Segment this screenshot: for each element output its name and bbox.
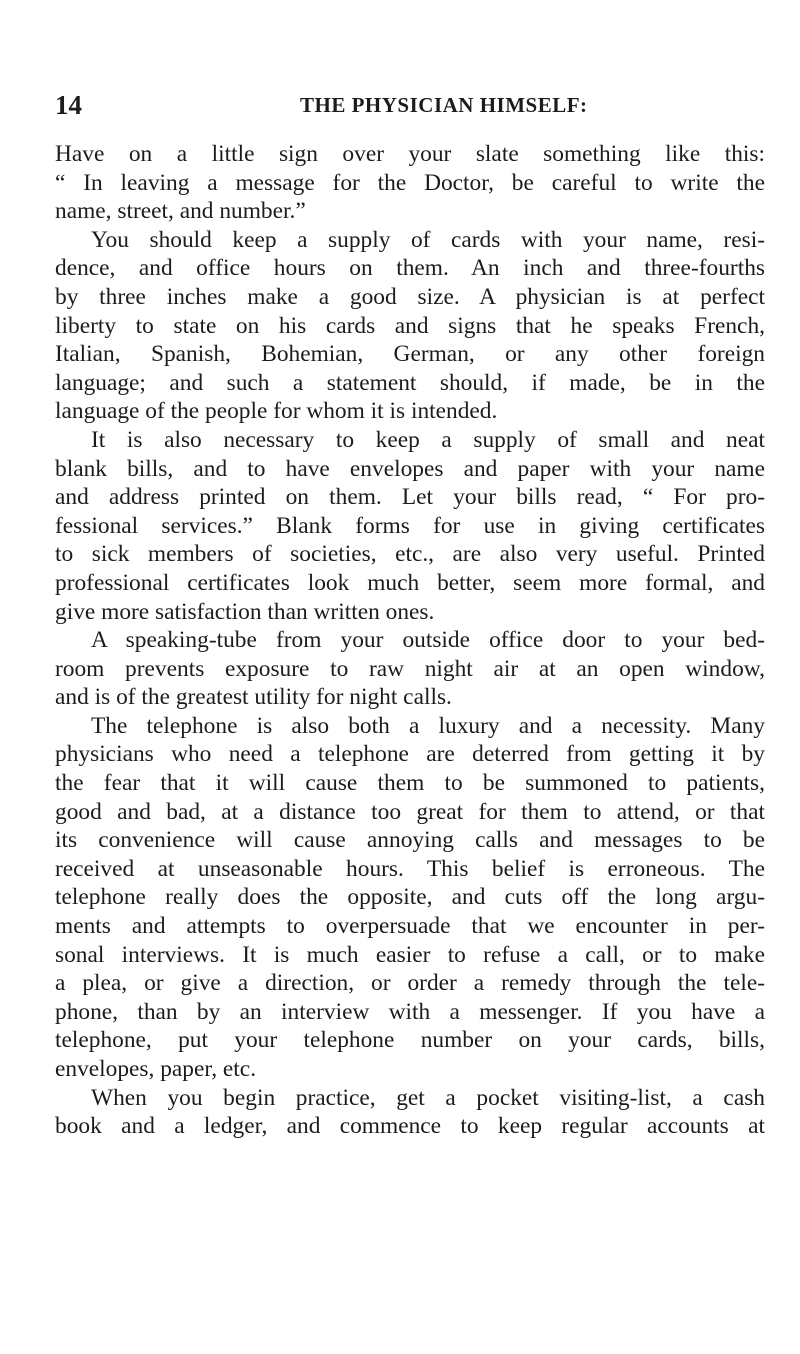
- text-line: physicians who need a telephone are deterred from getting it by: [55, 741, 765, 768]
- text-line: ments and attempts to overpersuade that we encounter in per-: [55, 913, 765, 940]
- page-number: 14: [55, 90, 82, 120]
- text-line: and address printed on them. Let your bills read, “ For pro-: [55, 484, 765, 511]
- text-line: name, street, and number.”: [55, 198, 306, 225]
- text-line: fessional services.” Blank forms for use in giving certificates: [55, 512, 765, 539]
- text-line: A speaking-tube from your outside office door to your bed-: [91, 627, 765, 654]
- text-line: and is of the greatest utility for night calls.: [55, 684, 452, 711]
- text-line: phone, than by an interview with a messenger. If you have a: [55, 998, 765, 1025]
- running-head: [55, 90, 745, 120]
- text-line: You should keep a supply of cards with your name, resi-: [91, 226, 765, 253]
- text-line: “ In leaving a message for the Doctor, be careful to write the: [55, 169, 765, 196]
- text-line: its convenience will cause annoying calls and messages to be: [55, 827, 765, 854]
- text-line: telephone really does the opposite, and cuts off the long argu-: [55, 884, 765, 911]
- text-line: book and a ledger, and commence to keep regular accounts at: [55, 1113, 765, 1140]
- text-line: good and bad, at a distance too great for them to attend, or that: [55, 798, 765, 825]
- text-line: It is also necessary to keep a supply of small and neat: [91, 426, 765, 453]
- text-line: The telephone is also both a luxury and a necessity. Many: [91, 712, 765, 739]
- text-line: telephone, put your telephone number on your cards, bills,: [55, 1027, 765, 1054]
- text-line: When you begin practice, get a pocket visiting-list, a cash: [91, 1084, 765, 1111]
- text-line: envelopes, paper, etc.: [55, 1056, 257, 1082]
- text-line: dence, and office hours on them. An inch and three-fourths: [55, 255, 765, 282]
- text-line: by three inches make a good size. A physician is at perfect: [55, 283, 765, 310]
- text-line: to sick members of societies, etc., are also very useful. Printed: [55, 541, 765, 568]
- body-text: [55, 140, 765, 1141]
- running-title: THE PHYSICIAN HIMSELF:: [300, 93, 588, 117]
- text-line: Have on a little sign over your slate something like this:: [55, 141, 765, 167]
- text-line: blank bills, and to have envelopes and paper with your name: [55, 455, 765, 482]
- text-line: professional certificates look much better, seem more formal, and: [55, 569, 765, 596]
- text-line: language; and such a statement should, if made, be in the: [55, 369, 765, 396]
- text-line: liberty to state on his cards and signs that he speaks French,: [55, 312, 765, 339]
- text-line: give more satisfaction than written ones.: [55, 598, 435, 625]
- text-line: sonal interviews. It is much easier to refuse a call, or to make: [55, 941, 765, 968]
- text-line: Italian, Spanish, Bohemian, German, or any other foreign: [55, 341, 765, 368]
- text-line: the fear that it will cause them to be summoned to patients,: [55, 770, 765, 797]
- text-line: language of the people for whom it is intended.: [55, 398, 498, 425]
- text-line: room prevents exposure to raw night air at an open window,: [55, 655, 765, 682]
- text-line: a plea, or give a direction, or order a remedy through the tele-: [55, 970, 765, 997]
- text-line: received at unseasonable hours. This belief is erroneous. The: [55, 855, 765, 882]
